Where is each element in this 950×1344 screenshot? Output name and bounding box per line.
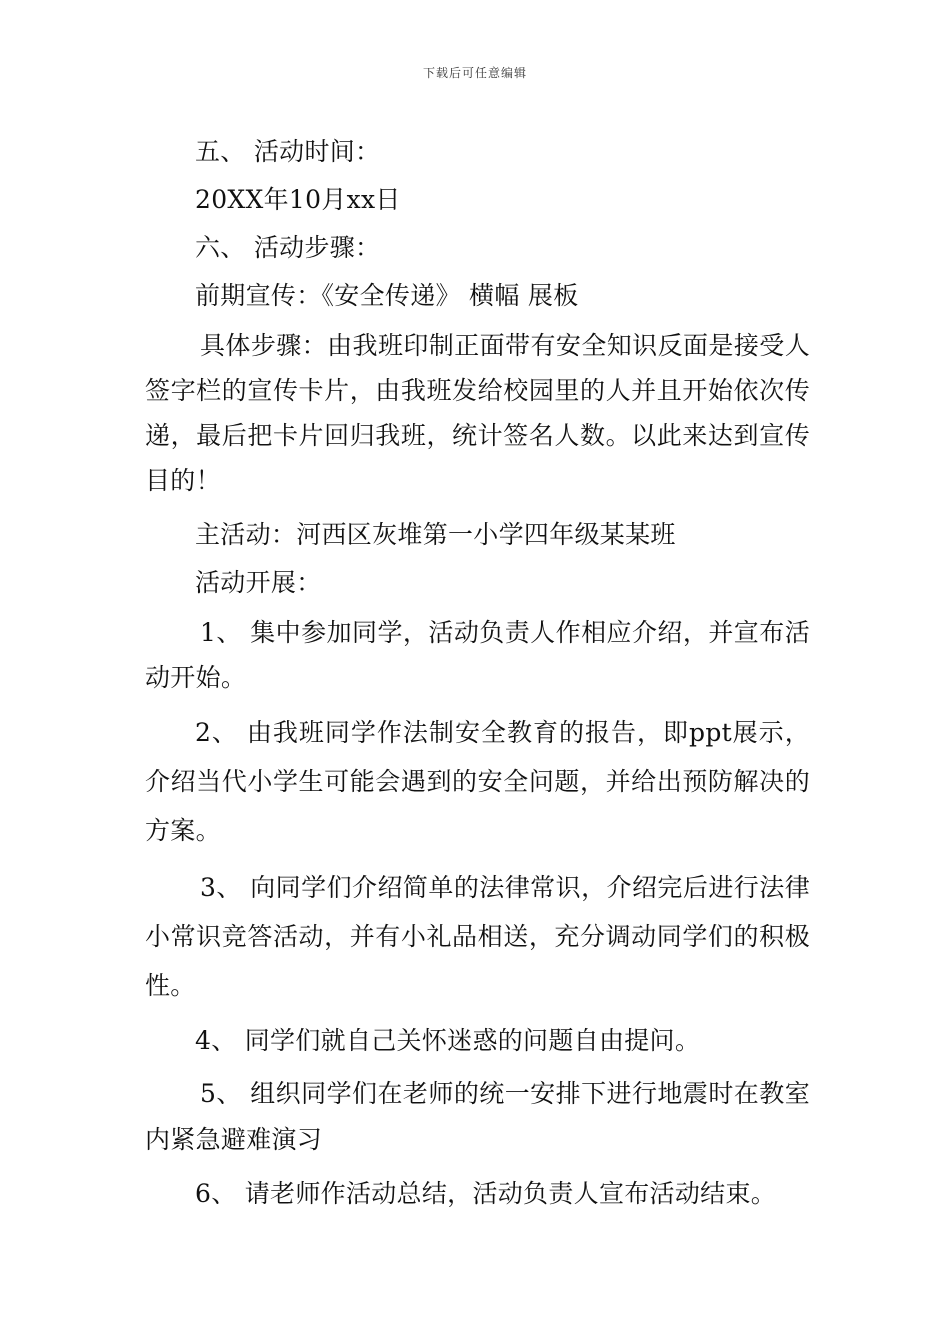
publicity-line: 前期宣传：《安全传递》 横幅 展板: [195, 281, 579, 310]
steps-paragraph: 具体步骤：由我班印制正面带有安全知识反面是接受人签字栏的宣传卡片，由我班发给校园里的人并且开始依次传递，最后把卡片回归我班，统计签名人数。以此来达到宣传目的！: [145, 331, 810, 495]
list-item-4: 4、 同学们就自己关怀迷惑的问题自由提问。: [195, 1026, 701, 1055]
activity-date: 20XX年10月xx日: [195, 185, 401, 214]
main-activity-line: 主活动：河西区灰堆第一小学四年级某某班: [195, 520, 676, 549]
section-6-title: 六、 活动步骤：: [195, 233, 381, 262]
list-item-2: 2、 由我班同学作法制安全教育的报告，即ppt展示，介绍当代小学生可能会遇到的安全问题，并给出预防解决的方案。: [145, 718, 810, 845]
activity-start-line: 活动开展：: [195, 568, 322, 597]
page-header: 下载后可任意编辑: [422, 66, 527, 80]
list-item-3: 3、 向同学们介绍简单的法律常识，介绍完后进行法律小常识竞答活动，并有小礼品相送，充分调动同学们的积极性。: [145, 873, 810, 1000]
section-5-title: 五、 活动时间：: [195, 137, 381, 166]
list-item-5: 5、 组织同学们在老师的统一安排下进行地震时在教室内紧急避难演习: [145, 1079, 810, 1154]
document-body: [145, 128, 810, 1216]
list-item-1: 1、 集中参加同学，活动负责人作相应介绍，并宣布活动开始。: [145, 618, 810, 692]
list-item-6: 6、 请老师作活动总结，活动负责人宣布活动结束。: [195, 1179, 777, 1208]
